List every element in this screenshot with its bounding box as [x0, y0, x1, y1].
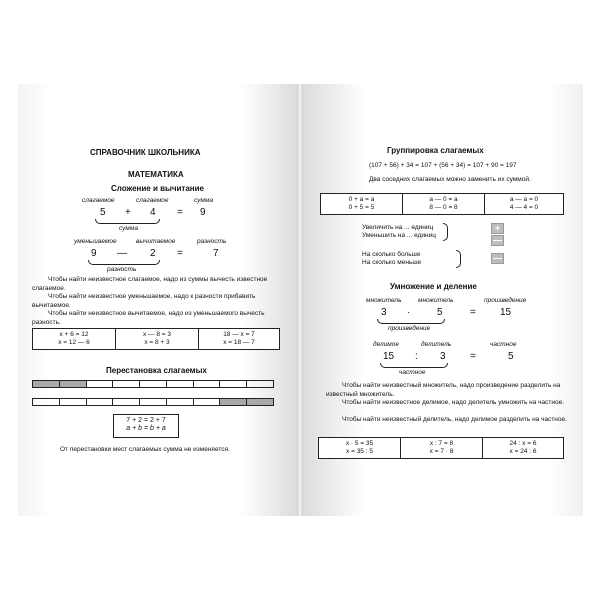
multiply-sign: · — [407, 307, 411, 318]
product-brace — [377, 319, 445, 324]
sum-value: 9 — [200, 207, 206, 218]
table-cell — [485, 194, 563, 214]
increase-by-label: Увеличить на ... единиц — [362, 224, 434, 231]
product-under-label: произведение — [388, 325, 431, 332]
subtrahend-label: вычитаемое — [136, 238, 176, 245]
rule-unknown-dividend: Чтобы найти неизвестное делимое, надо делитель умножить на частное. — [342, 399, 565, 406]
general-formula: a + b = b + a — [126, 425, 166, 432]
difference-brace — [88, 260, 160, 265]
dividend: 15 — [383, 351, 395, 362]
segment-bar-bottom — [32, 398, 274, 406]
equation: x + 6 = 12 — [59, 331, 89, 338]
rule-unknown-addend: Чтобы найти неизвестное слагаемое, надо из суммы вычесть известное слагаемое. — [32, 276, 268, 292]
minus-icon: — — [493, 235, 502, 245]
solution: x = 8 + 3 — [144, 339, 170, 346]
product-value: 15 — [500, 307, 512, 318]
section-title-commutative: Перестановка слагаемых — [106, 366, 207, 375]
quotient-brace — [380, 363, 448, 368]
rule-unknown-subtrahend: Чтобы найти неизвестное вычитаемое, надо из уменьшаемого вычесть разность. — [32, 310, 265, 326]
table-cell — [116, 329, 199, 349]
subject-title: МАТЕМАТИКА — [128, 170, 184, 179]
addend-label-2: слагаемое — [136, 197, 169, 204]
section-title-multiplication: Умножение и деление — [390, 282, 477, 291]
minuend-label: уменьшаемое — [74, 238, 117, 245]
subtrahend: 2 — [150, 248, 156, 259]
example: 4 — 4 = 0 — [509, 204, 539, 211]
rule-unknown-factor: Чтобы найти неизвестный множитель, надо произведение разделить на известный множитель. — [326, 382, 561, 398]
how-much-more-label: На сколько больше — [362, 251, 421, 258]
table-cell — [403, 194, 485, 214]
book-header: СПРАВОЧНИК ШКОЛЬНИКА — [90, 148, 201, 157]
difference-value: 7 — [213, 248, 219, 259]
grouping-expression: (107 + 56) + 34 = 107 + (56 + 34) = 107 + 90 = 197 — [369, 162, 517, 169]
factor-1: 3 — [381, 307, 387, 318]
dividend-label: делимое — [373, 341, 399, 348]
difference-under-label: разность — [107, 266, 137, 273]
product-label: произведение — [484, 297, 527, 304]
commutative-rule: От перестановки мест слагаемых сумма не изменяется. — [60, 446, 230, 453]
grouping-rule: Два соседних слагаемых можно заменить их суммой. — [369, 176, 531, 183]
factor-2: 5 — [437, 307, 443, 318]
equation: 18 — x = 7 — [223, 331, 255, 338]
equation: x : 7 = 8 — [429, 440, 454, 447]
minus-sign: — — [117, 248, 127, 259]
table-cell — [33, 329, 116, 349]
example: 0 + 5 = 5 — [348, 204, 375, 211]
divisor: 3 — [440, 351, 446, 362]
factor-label-1: множитель — [366, 297, 402, 304]
divide-sign: : — [415, 351, 418, 362]
commutative-formula-box — [113, 414, 179, 438]
rule-unknown-divisor: Чтобы найти неизвестный делитель, надо делимое разделить на частное. — [342, 416, 567, 423]
how-much-less-label: На сколько меньше — [362, 259, 422, 266]
numeric-example: 7 + 2 = 2 + 7 — [126, 417, 166, 424]
sum-label: сумма — [194, 197, 213, 204]
section-title-addition: Сложение и вычитание — [111, 184, 204, 193]
solution: x = 24 : 6 — [509, 448, 537, 455]
minus-icon-2: — — [493, 253, 502, 263]
quotient-label: частное — [490, 341, 517, 348]
minuend: 9 — [91, 248, 97, 259]
divisor-label: делитель — [421, 341, 452, 348]
quotient-under-label: частное — [399, 369, 426, 376]
factor-label-2: множитель — [418, 297, 454, 304]
equals-sign-3: = — [470, 307, 476, 318]
rule-unknown-minuend: Чтобы найти неизвестное уменьшаемое, надо к разности прибавить вычитаемое. — [32, 293, 256, 309]
equation: x — 8 = 3 — [143, 331, 171, 338]
solution: x = 35 : 5 — [346, 448, 373, 455]
brace-inc-dec — [443, 223, 448, 241]
segment-bar-top — [32, 380, 274, 388]
brace-more-less — [456, 250, 461, 268]
solution: x = 12 — 6 — [58, 339, 90, 346]
table-cell — [401, 438, 483, 458]
addition-examples-table — [32, 328, 280, 350]
property: a — 0 = a — [429, 196, 458, 203]
table-cell — [199, 329, 279, 349]
table-cell — [483, 438, 563, 458]
quotient-value: 5 — [508, 351, 514, 362]
property: a — a = 0 — [509, 196, 539, 203]
multiplication-examples-table — [318, 437, 564, 459]
table-cell — [321, 194, 403, 214]
equation: x · 5 = 35 — [345, 440, 374, 447]
solution: x = 18 — 7 — [223, 339, 255, 346]
addend-label-1: слагаемое — [82, 197, 115, 204]
example: 8 — 0 = 8 — [429, 204, 458, 211]
equals-sign-4: = — [470, 351, 476, 362]
solution: x = 7 · 8 — [429, 448, 454, 455]
equals-sign-2: = — [177, 248, 183, 259]
property: 0 + a = a — [348, 196, 375, 203]
equation: 24 : x = 6 — [509, 440, 537, 447]
sum-under-label: сумма — [119, 225, 138, 232]
section-title-grouping: Группировка слагаемых — [387, 146, 484, 155]
table-cell — [319, 438, 401, 458]
equals-sign: = — [177, 207, 183, 218]
plus-icon: + — [491, 223, 504, 234]
addend-2: 4 — [150, 207, 156, 218]
zero-properties-table — [320, 193, 564, 215]
plus-sign: + — [125, 207, 131, 218]
decrease-by-label: Уменьшить на ... единиц — [362, 232, 436, 239]
addend-1: 5 — [100, 207, 106, 218]
sum-brace — [95, 219, 160, 224]
difference-label: разность — [197, 238, 227, 245]
